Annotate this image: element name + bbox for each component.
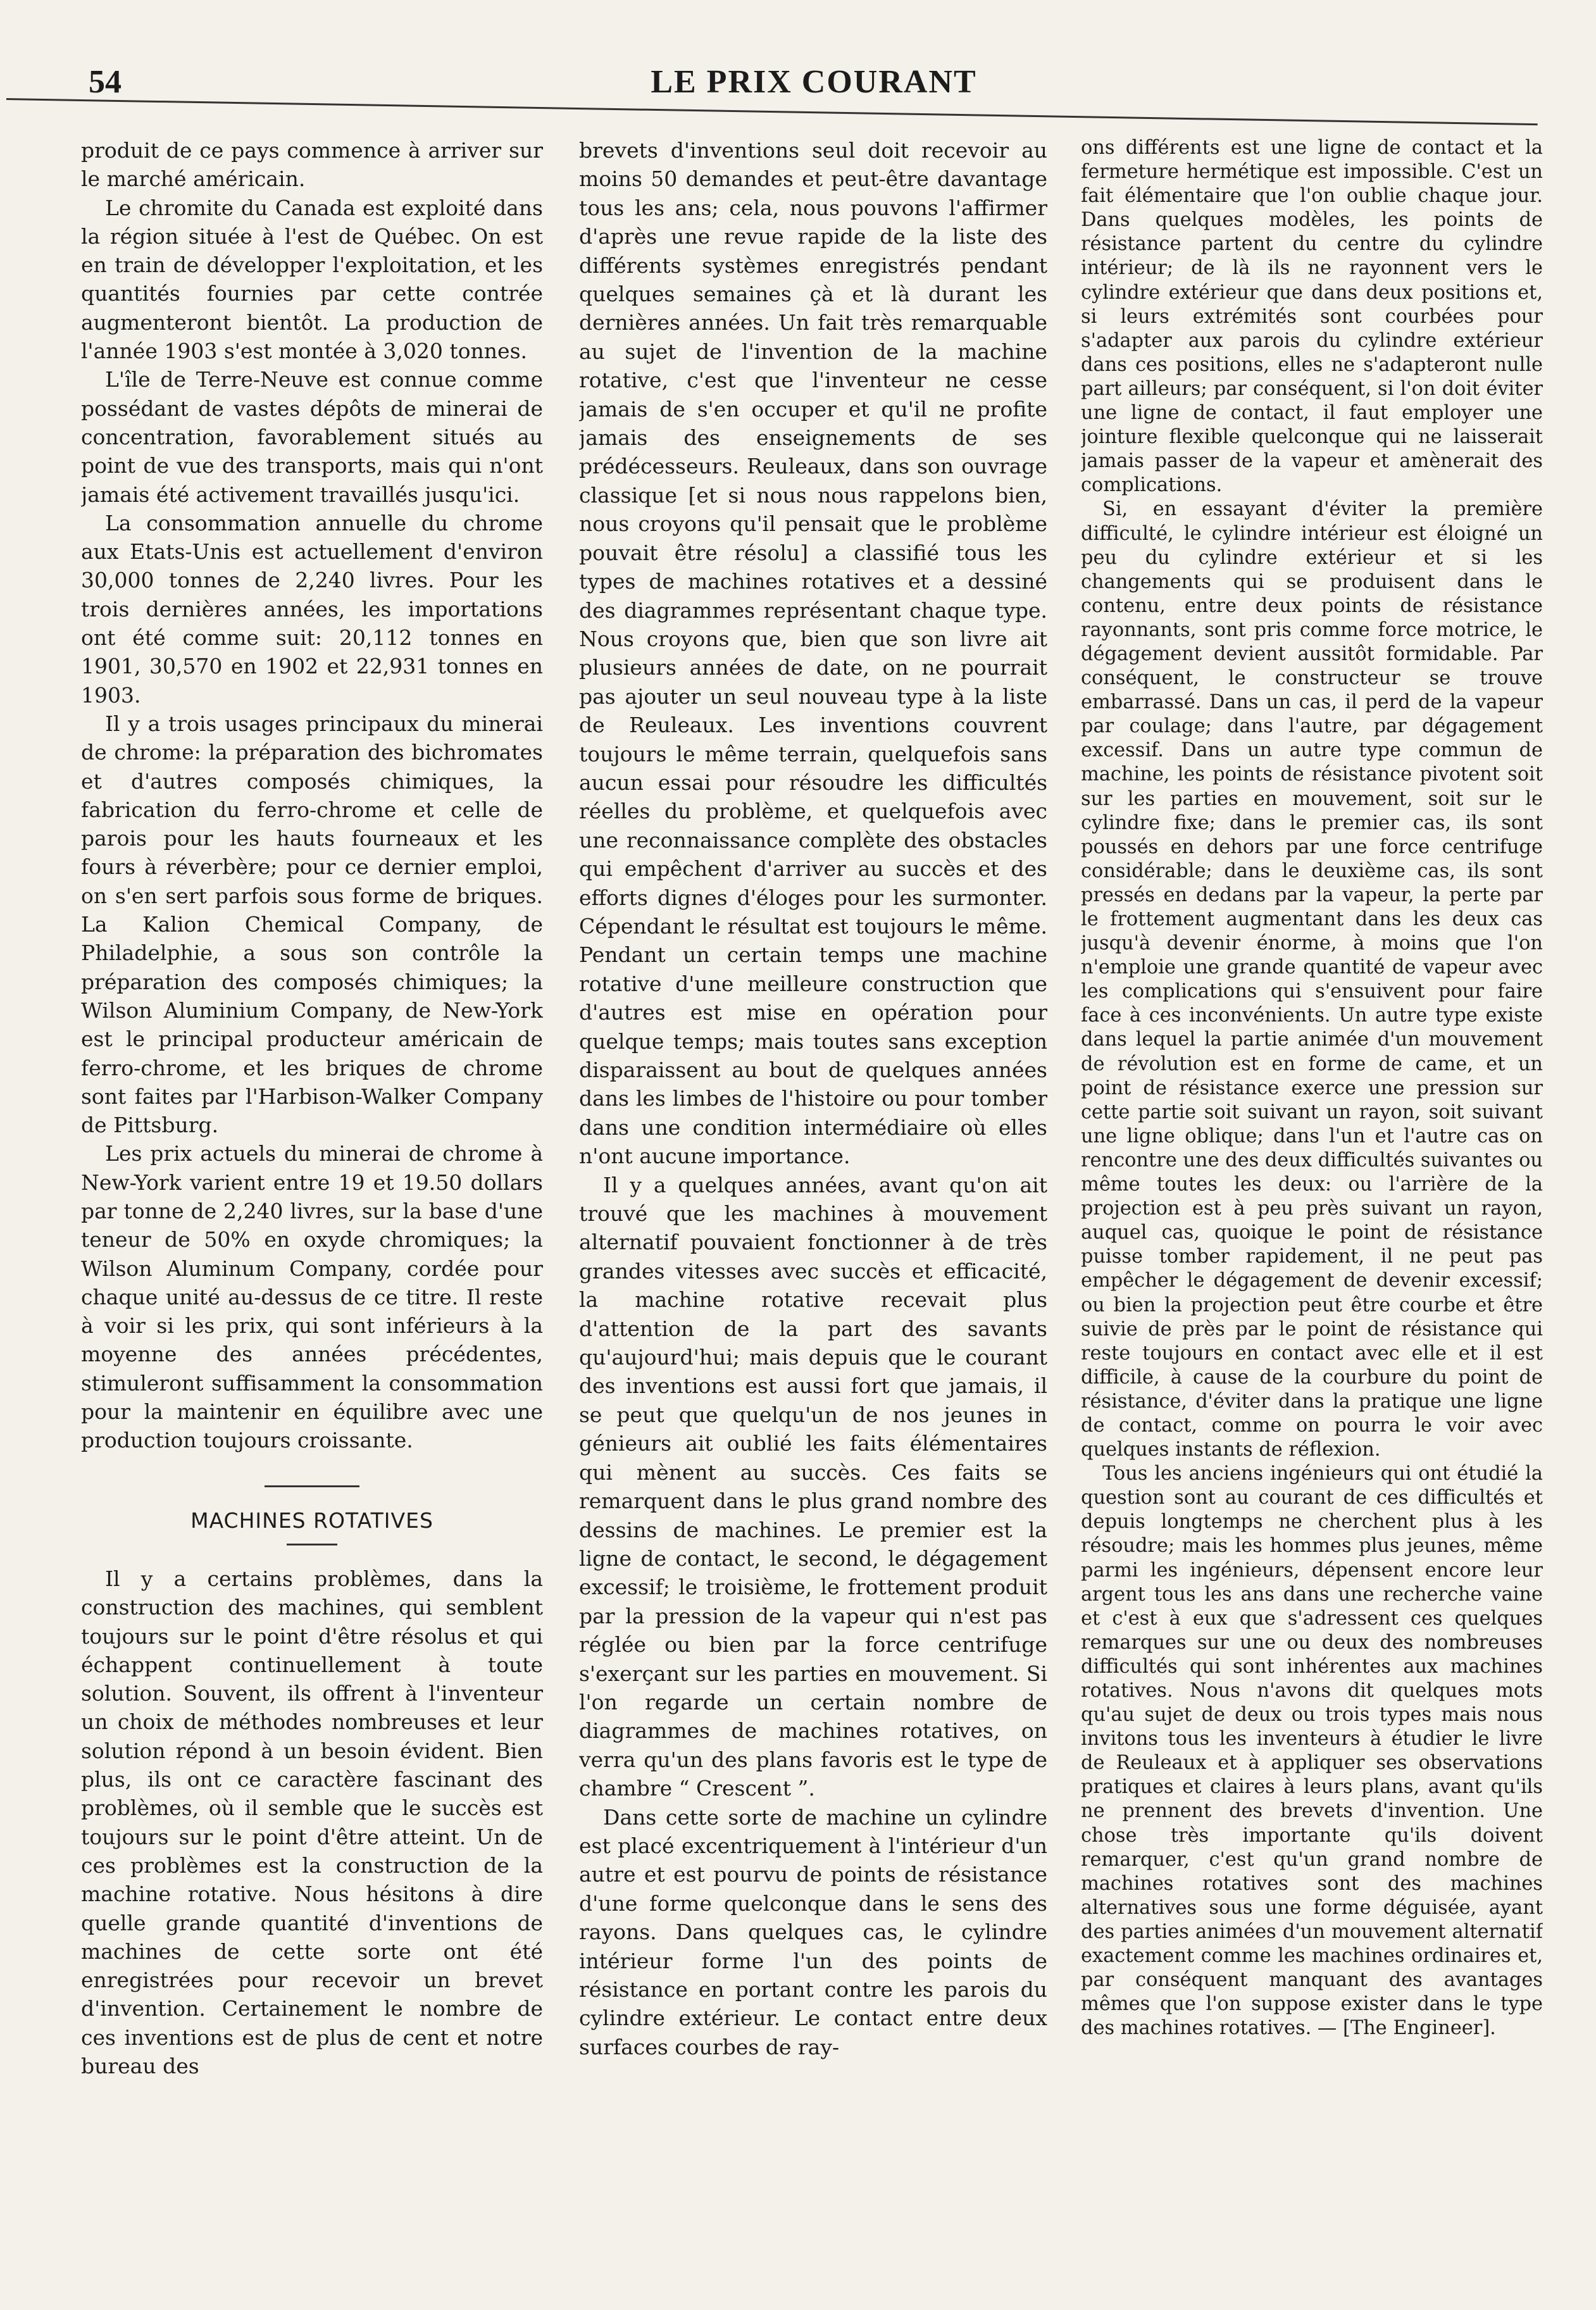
paragraph: produit de ce pays commence à arriver sur le marché américain. (81, 138, 543, 192)
paragraph: Les prix actuels du minerai de chrome à New-York varient entre 19 et 19.50 dollars par tonne de 2,240 livres, sur la base d'une teneur de 50% en oxyde chromiques; la Wilson Aluminum Company, cordée pour chaque unité au-dessus de ce titre. Il reste à voir si les prix, qui sont inférieurs à la moyenne des années précédentes, stimuleront suffisamment la consommation pour la maintenir en équilibre avec une production toujours croissante. (81, 1141, 543, 1453)
paragraph: Il y a trois usages principaux du minerai de chrome: la préparation des bichromates et d'autres composés chimiques, la fabrication du ferro-chrome et celle de parois pour les hauts fourneaux et les fours à réverbère; pour ce dernier emploi, on s'en sert parfois sous forme de briques. La Kalion Chemical Company, de Philadelphie, a sous son contrôle la préparation des composés chimiques; la Wilson Aluminium Company, de New-York est le principal producteur américain de ferro-chrome, et les briques de chrome sont faites par l'Harbison-Walker Company de Pittsburg. (81, 711, 543, 1138)
paragraph: Si, en essayant d'éviter la première difficulté, le cylindre intérieur est éloigné un peu du cylindre extérieur et si les changements qui se produisent dans le contenu, entre deux points de résistance rayonnants, sont pris comme force motrice, le dégagement devient aussitôt formidable. Par conséquent, le constructeur se trouve embarrassé. Dans un cas, il perd de la vapeur par coulage; dans l'autre, par dégagement excessif. Dans un autre type commun de machine, les points de résistance pivotent soit sur les parties en mouvement, soit sur le cylindre fixe; dans le premier cas, ils sont poussés en dehors par une force centrifuge considérable; dans le deuxième cas, ils sont pressés en dedans par la vapeur, la perte par le frottement augmentant dans les deux cas jusqu'à devenir énorme, à moins que l'on n'emploie une grande quantité de vapeur avec les complications qui s'ensuivent pour faire face à ces inconvénients. Un autre type existe dans lequel la partie animée d'un mouvement de révolution est en forme de came, et un point de résistance exerce une pression sur cette partie soit suivant un rayon, soit suivant une ligne oblique; dans l'un et l'autre cas on rencontre une des deux difficultés suivantes ou même toutes les deux: ou l'arrière de la projection est à peu près suivant un rayon, auquel cas, quoique le point de résistance puisse tomber rapidement, il ne peut pas empêcher le dégagement de devenir excessif; ou bien la projection peut être courbe et être suivie de près par le point de résistance qui reste toujours en contact avec elle et il est difficile, à cause de la courbure du point de résistance, d'éviter dans la pratique une ligne de contact, comme on pourra le voir avec quelques instants de réflexion. (1081, 498, 1543, 1461)
paragraph: Il y a certains problèmes, dans la construction des machines, qui semblent toujours sur le point d'être résolus et qui échappent continuellement à toute solution. Souvent, ils offrent à l'inventeur un choix de méthodes nombreuses et leur solution répond à un besoin évident. Bien plus, ils ont ce caractère fascinant des problèmes, où il semble que le succès est toujours sur le point d'être atteint. Un de ces problèmes est la construction de la machine rotative. Nous hésitons à dire quelle grande quantité d'inventions de machines de cette sorte ont été enregistrées pour recevoir un brevet d'invention. Certainement le nombre de ces inventions est de plus de cent et notre bureau des (81, 1566, 543, 2078)
running-title: LE PRIX COURANT (651, 64, 977, 100)
paragraph: ons différents est une ligne de contact et la fermeture hermétique est impossible. C'est un fait élémentaire que l'on oublie chaque jour. Dans quelques modèles, les points de résistance partent du centre du cylindre intérieur; de là ils ne rayonnent vers le cylindre extérieur que dans deux positions et, si leurs extrémités sont courbées pour s'adapter aux parois du cylindre extérieur dans ces positions, elles ne s'adapteront nulle part ailleurs; par conséquent, si l'on doit éviter une ligne de contact, il faut employer une jointure flexible quelconque qui ne laisserait jamais passer de la vapeur et amènerait des complications. (1081, 137, 1543, 497)
page-header (89, 63, 1539, 101)
paragraph: brevets d'inventions seul doit recevoir au moins 50 demandes et peut-être davantage tous les ans; cela, nous pouvons l'affirmer d'après une revue rapide de la liste des différents systèmes enregistrés pendant quelques semaines çà et là durant les dernières années. Un fait très remarquable au sujet de l'invention de la machine rotative, c'est que l'inventeur ne cesse jamais de s'en occuper et qu'il ne profite jamais des enseignements de ses prédécesseurs. Reuleaux, dans son ouvrage classique [et si nous nous rappelons bien, nous croyons qu'il pensait que le problème pouvait être résolu] a classifié tous les types de machines rotatives et a dessiné des diagrammes représentant chaque type. Nous croyons que, bien que son livre ait plusieurs années de date, on ne pourrait pas ajouter un seul nouveau type à la liste de Reuleaux. Les inventions couvrent toujours le même terrain, quelquefois sans aucun essai pour résoudre les difficultés réelles du problème, et quelquefois avec une reconnaissance complète des obstacles qui empêchent d'arriver au succès et des efforts dignes d'éloges pour les surmonter. Cépendant le résultat est toujours le même. Pendant un certain temps une machine rotative d'une meilleure construction que d'autres est mise en opération pour quelque temps; mais toutes sans exception disparaissent au bout de quelques années dans les limbes de l'histoire ou pour tomber dans une condition intermédiaire où elles n'ont aucune importance. (579, 138, 1047, 1169)
paragraph: Dans cette sorte de machine un cylindre est placé excentriquement à l'intérieur d'un autre et est pourvu de points de résistance d'une forme quelconque dans le sens des rayons. Dans quelques cas, le cylindre intérieur forme l'un des points de résistance en portant contre les parois du cylindre extérieur. Le contact entre deux surfaces courbes de ray- (579, 1804, 1047, 2059)
paragraph: Tous les anciens ingénieurs qui ont étudié la question sont au courant de ces difficultés et depuis longtemps ne cherchent plus à les résoudre; mais les hommes plus jeunes, même parmi les ingénieurs, dépensent encore leur argent tous les ans dans une recherche vaine et c'est à eux que s'adressent ces quelques remarques sur une ou deux des nombreuses difficultés qui sont inhérentes aux machines rotatives. Nous n'avons dit quelques mots qu'au sujet de deux ou trois types mais nous invitons tous les inventeurs à étudier le livre de Reuleaux et à appliquer ses observations pratiques et claires à leurs plans, avant qu'ils ne prennent des brevets d'invention. Une chose très importante qu'ils doivent remarquer, c'est qu'un grand nombre de machines rotatives sont des machines alternatives sous une forme déguisée, ayant des parties animées d'un mouvement alternatif exactement comme les machines ordinaires et, par conséquent manquant des avantages mêmes que l'on suppose exister dans le type des machines rotatives. — [The Engineer]. (1081, 1463, 1543, 2040)
column-2 (579, 136, 1047, 2231)
section-divider (265, 1485, 359, 1487)
paragraph: Le chromite du Canada est exploité dans la région située à l'est de Québec. On est en train de développer l'exploitation, et les quantités fournies par cette contrée augmenteront bientôt. La production de l'année 1903 s'est montée à 3,020 tonnes. (81, 195, 543, 364)
section-divider (287, 1544, 337, 1545)
section-heading: MACHINES ROTATIVES (190, 1508, 433, 1533)
paragraph: La consommation annuelle du chrome aux Etats-Unis est actuellement d'environ 30,000 tonnes de 2,240 livres. Pour les trois dernières années, les importations ont été comme suit: 20,112 tonnes en 1901, 30,570 en 1902 et 22,931 tonnes en 1903. (81, 510, 543, 708)
paragraph: L'île de Terre-Neuve est connue comme possédant de vastes dépôts de minerai de concentration, favorablement situés au point de vue des transports, mais qui n'ont jamais été activement travaillés jusqu'ici. (81, 367, 543, 507)
paragraph: Il y a quelques années, avant qu'on ait trouvé que les machines à mouvement alternatif pouvaient fonctionner à de très grandes vitesses avec succès et efficacité, la machine rotative recevait plus d'attention de la part des savants qu'aujourd'hui; mais depuis que le courant des inventions est aussi fort que jamais, il se peut que quelqu'un de nos jeunes in génieurs ait oublié les faits élémentaires qui mènent au succès. Ces faits se remarquent dans le plus grand nombre des dessins de machines. Le premier est la ligne de contact, le second, le dégagement excessif; le troisième, le frottement produit par la pression de la vapeur qui n'est pas réglée ou bien par la force centrifuge s'exerçant sur les parties en mouvement. Si l'on regarde un certain nombre de diagrammes de machines rotatives, on verra qu'un des plans favoris est le type de chambre “ Crescent ”. (579, 1172, 1047, 1801)
column-1 (81, 136, 543, 2231)
page-number: 54 (89, 64, 122, 100)
header-rule (6, 98, 1538, 125)
column-3 (1081, 136, 1543, 2231)
